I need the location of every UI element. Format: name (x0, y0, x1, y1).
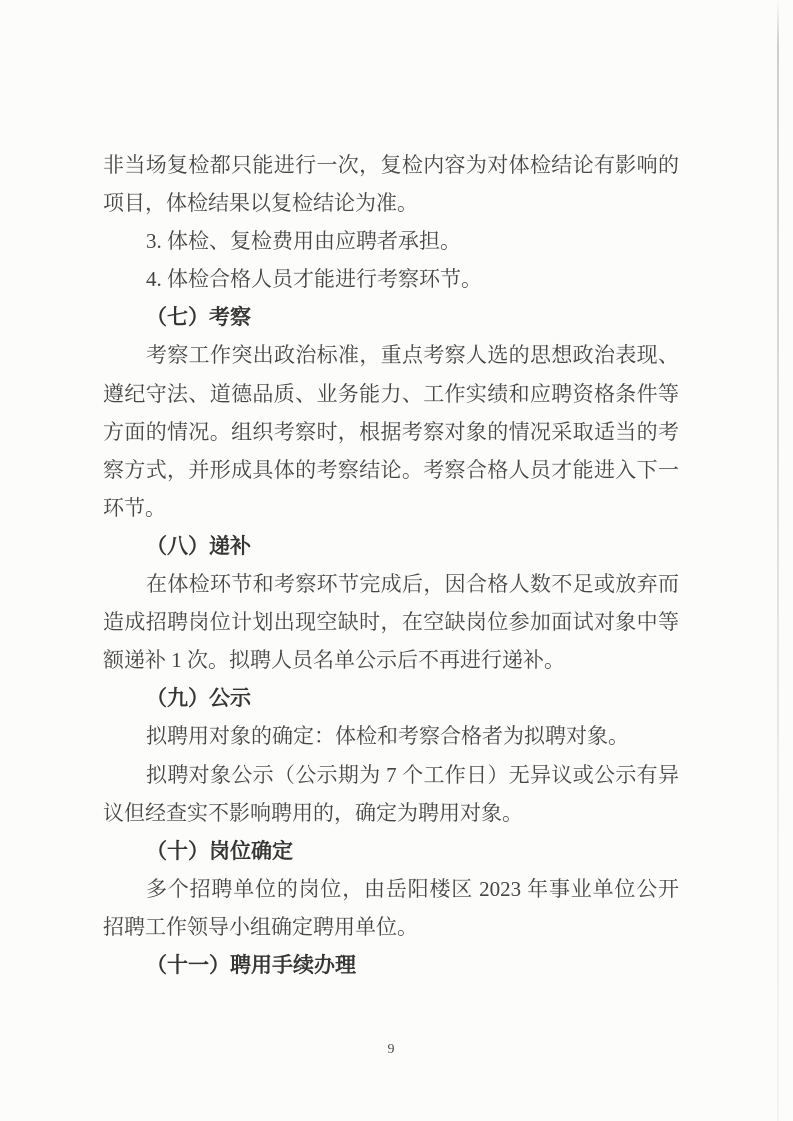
text-line: 4. 体检合格人员才能进行考察环节。 (146, 267, 482, 292)
text-line: 非当场复检都只能进行一次，复检内容为对体检结论有影响的 (103, 153, 679, 177)
text-line: 方面的情况。组织考察时，根据考察对象的情况采取适当的考 (103, 419, 679, 444)
text-line: 拟聘用对象的确定：体检和考察合格者为拟聘对象。 (146, 724, 629, 749)
text-line: 额递补 1 次。拟聘人员名单公示后不再进行递补。 (103, 648, 565, 673)
section-heading: （七）考察 (146, 305, 251, 330)
section-heading: （八）递补 (146, 533, 251, 558)
text-line: 察方式，并形成具体的考察结论。考察合格人员才能进入下一 (103, 457, 679, 482)
text-line: 遵纪守法、道德品质、业务能力、工作实绩和应聘资格条件等 (103, 381, 679, 406)
text-line: 议但经查实不影响聘用的，确定为聘用对象。 (103, 800, 523, 825)
text-line: 在体检环节和考察环节完成后，因合格人数不足或放弃而 (146, 572, 679, 597)
text-line: 多个招聘单位的岗位，由岳阳楼区 2023 年事业单位公开 (146, 876, 679, 901)
text-line: 3. 体检、复检费用由应聘者承担。 (146, 229, 461, 254)
text-line: 考察工作突出政治标准，重点考察人选的思想政治表现、 (146, 343, 679, 368)
section-heading: （九）公示 (146, 686, 251, 711)
text-line: 项目，体检结果以复检结论为准。 (103, 191, 418, 216)
section-heading: （十）岗位确定 (146, 838, 293, 863)
text-line: 拟聘对象公示（公示期为 7 个工作日）无异议或公示有异 (146, 762, 679, 787)
text-line: 招聘工作领导小组确定聘用单位。 (103, 914, 418, 939)
text-line: 环节。 (103, 495, 166, 520)
text-line: 造成招聘岗位计划出现空缺时，在空缺岗位参加面试对象中等 (103, 610, 679, 635)
document-body (103, 146, 679, 984)
section-heading: （十一）聘用手续办理 (146, 952, 356, 977)
page-number: 9 (387, 1042, 395, 1057)
scan-edge-artifact (777, 0, 779, 1121)
